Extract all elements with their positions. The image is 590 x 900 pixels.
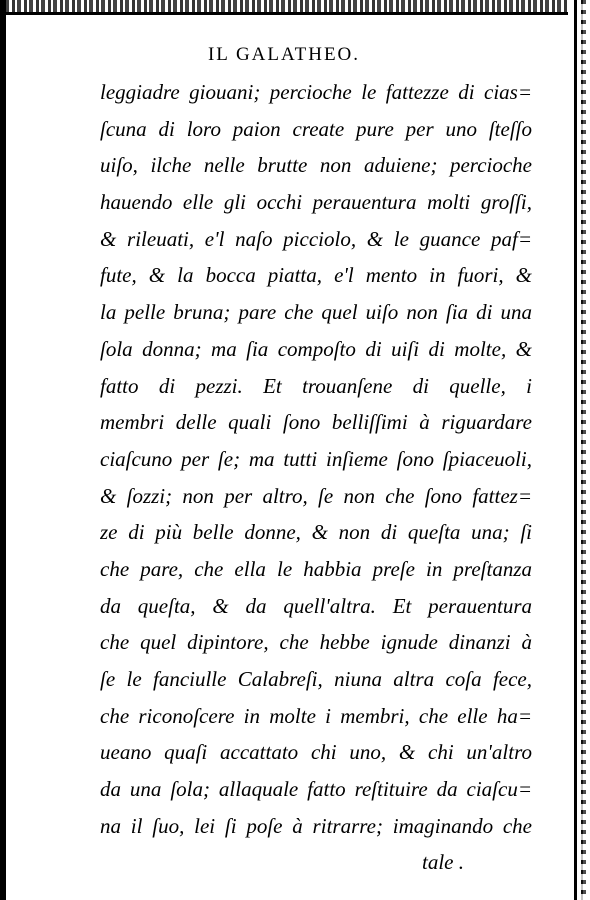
text-line: che pare, che ella le habbia preſe in preſtanza — [100, 556, 532, 581]
text-line: che riconoſcere in molte i membri, che elle ha= — [100, 703, 532, 728]
scan-top-edge — [0, 0, 590, 12]
text-line: hauendo elle gli occhi perauentura molti groſſi, — [100, 190, 532, 215]
scan-left-border — [0, 0, 6, 900]
text-line: da queſta, & da quell'altra. Et perauentura — [100, 593, 532, 618]
running-head: IL GALATHEO. — [207, 44, 361, 65]
text-line: ſcuna di loro paion create pure per uno ſteſſo — [100, 116, 532, 141]
text-line: ſola donna; ma ſia compoſto di uiſi di molte, & — [100, 336, 532, 361]
scan-right-border — [568, 0, 590, 900]
catchword: tale . — [422, 850, 464, 875]
text-line: & rileuati, e'l naſo picciolo, & le guance paf= — [100, 226, 532, 251]
text-line: da una ſola; allaquale fatto reſtituire da ciaſcu= — [100, 777, 532, 802]
text-line: ze di più belle donne, & non di queſta una; ſi — [100, 520, 532, 545]
scan-right-edge-texture — [581, 0, 586, 900]
text-line: na il ſuo, lei ſi poſe à ritrarre; imaginando che — [100, 813, 532, 838]
text-line: la pelle bruna; pare che quel uiſo non ſia di una — [100, 300, 532, 325]
text-line: & ſozzi; non per altro, ſe non che ſono fattez= — [100, 483, 532, 508]
scan-top-border — [0, 12, 590, 15]
text-line: leggiadre giouani; percioche le fattezze di cias= — [100, 80, 532, 104]
text-line: fute, & la bocca piatta, e'l mento in fuori, & — [100, 263, 532, 288]
text-line: ſe le fanciulle Calabreſi, niuna altra coſa fece, — [100, 667, 532, 691]
text-line: ueano quaſi accattato chi uno, & chi un'altro — [100, 740, 532, 765]
text-line: uiſo, ilche nelle brutte non aduiene; percioche — [100, 153, 532, 178]
body-text — [100, 74, 532, 881]
text-line: fatto di pezzi. Et trouanſene di quelle, i — [100, 373, 532, 398]
text-line: ciaſcuno per ſe; ma tutti inſieme ſono ſpiaceuoli, — [100, 446, 532, 471]
text-line: membri delle quali ſono belliſſimi à riguardare — [100, 410, 532, 435]
text-line: che quel dipintore, che hebbe ignude dinanzi à — [100, 630, 532, 655]
